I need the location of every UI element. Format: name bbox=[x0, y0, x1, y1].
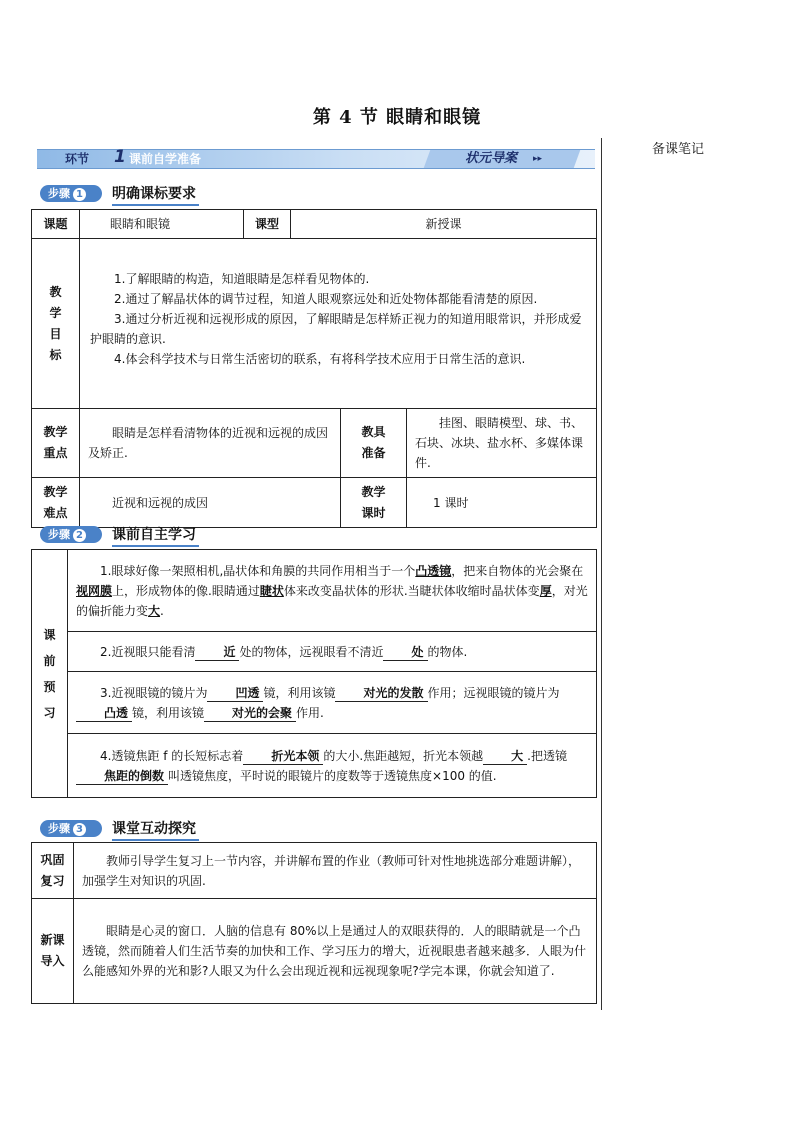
answer-blank: 焦距的倒数 bbox=[76, 768, 168, 785]
key-points-value: 眼睛是怎样看清物体的近视和远视的成因及矫正. bbox=[80, 409, 341, 478]
key-points-label: 教学重点 bbox=[32, 409, 80, 478]
answer-blank: 凸透镜 bbox=[415, 563, 452, 578]
step3-badge: 步骤 3 bbox=[40, 820, 102, 837]
answer-blank: 近 bbox=[195, 644, 239, 661]
intro-label: 新课导入 bbox=[32, 899, 74, 1004]
goal-item: 2.通过了解晶状体的调节过程，知道人眼观察远处和近处物体都能看清楚的原因. bbox=[114, 291, 538, 306]
topic-value: 眼睛和眼镜 bbox=[80, 210, 244, 239]
difficulty-label: 教学难点 bbox=[32, 478, 80, 528]
preview-question-2: 2.近视眼只能看清 近 处的物体，远视眼看不清近 处 的物体. bbox=[68, 632, 597, 672]
step1-title: 明确课标要求 bbox=[112, 184, 199, 206]
step2-title: 课前自主学习 bbox=[112, 525, 199, 547]
section-number: 1 bbox=[114, 147, 126, 167]
step2-badge: 步骤 2 bbox=[40, 526, 102, 543]
section-tag-text: 状元导案 bbox=[465, 151, 518, 166]
classroom-table bbox=[31, 842, 597, 1004]
answer-blank: 睫状 bbox=[259, 583, 284, 598]
preview-label: 课前预习 bbox=[32, 550, 68, 798]
preview-question-4: 4.透镜焦距 f 的长短标志着 折光本领 的大小.焦距越短，折光本领越 大 .把透镜焦距的倒数 叫透镜焦度，平时说的眼镜片的度数等于透镜焦度×100 的值. bbox=[68, 734, 597, 798]
answer-blank: 凹透 bbox=[207, 685, 263, 702]
topic-label: 课题 bbox=[32, 210, 80, 239]
tools-label: 教具准备 bbox=[341, 409, 407, 478]
preview-table bbox=[31, 549, 597, 798]
section-label: 课前自学准备 bbox=[129, 152, 202, 166]
type-label: 课型 bbox=[244, 210, 291, 239]
type-value: 新授课 bbox=[291, 210, 597, 239]
answer-blank: 厚 bbox=[539, 583, 552, 598]
goal-item: 3.通过分析近视和远视形成的原因，了解眼睛是怎样矫正视力的知道用眼常识，并形成爱护眼睛的意识. bbox=[90, 311, 582, 346]
review-text: 教师引导学生复习上一节内容，并讲解布置的作业（教师可针对性地挑选部分难题讲解），加强学生对知识的巩固. bbox=[74, 843, 597, 899]
page-title: 第 4 节 眼睛和眼镜 bbox=[312, 107, 482, 128]
tools-value: 挂图、眼睛模型、球、书、石块、冰块、盐水杯、多媒体课件. bbox=[407, 409, 597, 478]
preview-question-1: 1.眼球好像一架照相机,晶状体和角膜的共同作用相当于一个凸透镜，把来自物体的光会聚在视网膜上，形成物体的像.眼睛通过睫状体来改变晶状体的形状.当睫状体收缩时晶状体变厚，对光的偏折能力变大. bbox=[68, 550, 597, 632]
answer-blank: 处 bbox=[383, 644, 427, 661]
answer-blank: 大 bbox=[483, 748, 527, 765]
step1-badge: 步骤 1 bbox=[40, 185, 102, 202]
step3-number: 3 bbox=[73, 823, 86, 836]
answer-blank: 视网膜 bbox=[76, 583, 113, 598]
step2-number: 2 bbox=[73, 529, 86, 542]
answer-blank: 对光的发散 bbox=[335, 685, 427, 702]
goals-table bbox=[31, 209, 597, 528]
double-arrow-icon: ▸▸ bbox=[533, 154, 543, 164]
hours-label: 教学课时 bbox=[341, 478, 407, 528]
lesson-notes-label: 备课笔记 bbox=[652, 142, 705, 157]
step1-number: 1 bbox=[73, 188, 86, 201]
goals-label: 教学目标 bbox=[32, 239, 80, 409]
preview-question-3: 3.近视眼镜的镜片为 凹透 镜，利用该镜 对光的发散 作用；远视眼镜的镜片为凸透 镜，利用该镜 对光的会聚 作用. bbox=[68, 672, 597, 734]
difficulty-value: 近视和远视的成因 bbox=[80, 478, 341, 528]
section-prefix: 环节 bbox=[65, 152, 90, 166]
goal-item: 4.体会科学技术与日常生活密切的联系，有将科学技术应用于日常生活的意识. bbox=[114, 351, 526, 366]
answer-blank: 大 bbox=[148, 603, 161, 618]
goal-item: 1.了解眼睛的构造，知道眼睛是怎样看见物体的. bbox=[114, 271, 370, 286]
goals-list bbox=[80, 239, 597, 409]
section-banner bbox=[37, 149, 595, 169]
review-label: 巩固复习 bbox=[32, 843, 74, 899]
answer-blank: 折光本领 bbox=[243, 748, 323, 765]
answer-blank: 对光的会聚 bbox=[204, 705, 296, 722]
intro-text: 眼睛是心灵的窗口．人脑的信息有 80%以上是通过人的双眼获得的．人的眼睛就是一个凸透镜，然而随着人们生活节奏的加快和工作、学习压力的增大，近视眼患者越来越多．人眼为什么能感知外界的光和影?人眼又为什么会出现近视和远视现象呢?学完本课，你就会知道了. bbox=[74, 899, 597, 1004]
step3-title: 课堂互动探究 bbox=[112, 819, 199, 841]
notes-divider bbox=[601, 138, 602, 1010]
answer-blank: 凸透 bbox=[76, 705, 132, 722]
hours-value: 1 课时 bbox=[407, 478, 597, 528]
